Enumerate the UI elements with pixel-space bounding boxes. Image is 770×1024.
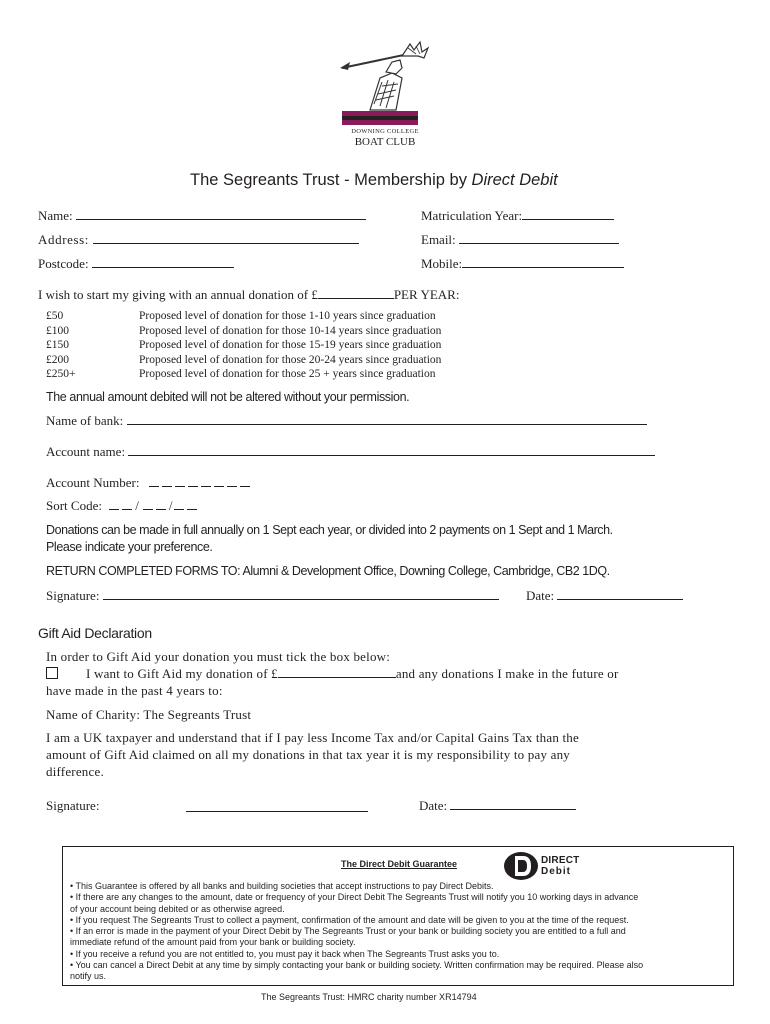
return-address: RETURN COMPLETED FORMS TO: Alumni & Development Office, Downing College, Cambridge, CB2 1DQ.	[46, 564, 610, 578]
sort-code-field[interactable]	[46, 498, 200, 514]
gift-aid-heading: Gift Aid Declaration	[38, 625, 152, 641]
address-input-line[interactable]	[93, 232, 359, 244]
schedule-line1: Donations can be made in full annually on 1 Sept each year, or divided into 2 payments on 1 Sept and 1 March.	[46, 523, 613, 537]
donation-notice: The annual amount debited will not be altered without your permission.	[46, 390, 410, 404]
donation-level-row	[46, 310, 516, 325]
direct-debit-guarantee-box	[62, 846, 734, 986]
account-digit-line[interactable]	[214, 476, 224, 487]
guarantee-title: The Direct Debit Guarantee	[341, 859, 458, 869]
guarantee-line: • If you receive a refund you are not entitled to, you must pay it back when The Segreants Trust asks you to.	[70, 948, 500, 959]
sort-digit-line[interactable]	[174, 499, 184, 510]
gift-aid-past-years: have made in the past 4 years to:	[46, 683, 223, 698]
gift-aid-date-field[interactable]	[419, 798, 576, 814]
bank-name-label: Name of bank:	[46, 413, 124, 428]
donation-level-row	[46, 339, 516, 354]
donation-level-amount: £50	[46, 310, 64, 322]
name-field[interactable]	[38, 208, 366, 224]
donation-level-desc: Proposed level of donation for those 10-14 years since graduation	[139, 324, 442, 337]
address-label: Address:	[38, 232, 90, 247]
direct-debit-logo-icon	[503, 851, 539, 881]
mobile-label: Mobile:	[421, 256, 463, 271]
account-digit-line[interactable]	[188, 476, 198, 487]
donation-level-desc: Proposed level of donation for those 15-19 years since graduation	[139, 339, 442, 352]
gift-aid-checkbox[interactable]	[46, 667, 58, 679]
account-digit-line[interactable]	[175, 476, 185, 487]
account-digit-line[interactable]	[240, 476, 250, 487]
date-input-line[interactable]	[557, 588, 683, 600]
taxpayer-line2: amount of Gift Aid claimed on all my donations in that tax year it is my responsibility to pay any	[46, 747, 570, 762]
signature-input-line[interactable]	[103, 588, 499, 600]
guarantee-line: • If there are any changes to the amount, date or frequency of your Direct Debit The Segreants Trust will notify you 10 working days in advance	[70, 892, 639, 903]
sort-code-separator: /	[135, 498, 139, 513]
guarantee-line: notify us.	[70, 971, 107, 982]
bank-name-input-line[interactable]	[127, 413, 647, 425]
donation-level-desc: Proposed level of donation for those 25 + years since graduation	[139, 368, 436, 381]
page-title-main: The Segreants Trust - Membership by	[190, 171, 472, 189]
name-label: Name:	[38, 208, 73, 223]
charity-name: Name of Charity: The Segreants Trust	[46, 707, 252, 722]
guarantee-line: • If an error is made in the payment of your Direct Debit by The Segreants Trust or your bank or building society you are entitled to a full and	[70, 926, 626, 937]
taxpayer-line1: I am a UK taxpayer and understand that if I pay less Income Tax and/or Capital Gains Tax than the	[46, 730, 579, 745]
page-title	[190, 171, 558, 190]
donation-intro-before: I wish to start my giving with an annual donation of £	[38, 287, 318, 302]
guarantee-line: • You can cancel a Direct Debit at any time by simply contacting your bank or building society. Written confirmation may be required. Please also	[70, 960, 644, 971]
guarantee-text	[70, 881, 730, 983]
email-input-line[interactable]	[459, 232, 619, 244]
gift-aid-date-label: Date:	[419, 798, 448, 813]
donation-amount-line[interactable]	[318, 287, 394, 299]
taxpayer-line3: difference.	[46, 764, 104, 779]
donation-levels	[46, 310, 516, 383]
account-digit-line[interactable]	[162, 476, 172, 487]
guarantee-line: • If you request The Segreants Trust to collect a payment, confirmation of the amount and date will be given to you at the time of the request.	[70, 914, 629, 925]
gift-aid-checkbox-text-before: I want to Gift Aid my donation of £	[86, 666, 278, 681]
account-digit-line[interactable]	[201, 476, 211, 487]
donation-level-amount: £250+	[46, 368, 76, 381]
gift-aid-checkbox-row	[46, 666, 619, 682]
boat-club-logo	[330, 38, 440, 150]
gift-aid-checkbox-text-after: and any donations I make in the future or	[395, 666, 619, 681]
gift-aid-date-line[interactable]	[450, 798, 576, 810]
date-label: Date:	[526, 588, 555, 603]
sort-digit-line[interactable]	[156, 499, 166, 510]
signature-field[interactable]	[46, 588, 499, 604]
guarantee-line: of your account being debited or as otherwise agreed.	[70, 903, 285, 914]
sort-code-label: Sort Code:	[46, 498, 102, 513]
gift-aid-amount-line[interactable]	[278, 666, 396, 678]
sort-digit-line[interactable]	[187, 499, 197, 510]
account-digit-line[interactable]	[227, 476, 237, 487]
guarantee-line: • This Guarantee is offered by all banks and building societies that accept instructions to pay Direct Debits.	[70, 881, 494, 891]
email-field[interactable]	[421, 232, 619, 248]
donation-level-amount: £200	[46, 353, 69, 366]
account-number-field[interactable]	[46, 475, 253, 491]
sort-digit-line[interactable]	[122, 499, 132, 510]
email-label: Email:	[421, 232, 456, 247]
matriculation-input-line[interactable]	[522, 208, 614, 220]
postcode-input-line[interactable]	[92, 256, 234, 268]
boat-club-crest-icon	[330, 38, 440, 130]
signature-label: Signature:	[46, 588, 100, 603]
account-name-field[interactable]	[46, 444, 655, 460]
donation-intro	[38, 287, 459, 303]
address-field[interactable]	[38, 232, 359, 248]
mobile-field[interactable]	[421, 256, 624, 272]
direct-debit-logo-bottom: Debit	[541, 866, 571, 877]
mobile-input-line[interactable]	[462, 256, 624, 268]
account-name-input-line[interactable]	[128, 444, 655, 456]
gift-aid-instruction: In order to Gift Aid your donation you must tick the box below:	[46, 649, 391, 664]
bank-name-field[interactable]	[46, 413, 647, 429]
account-number-label: Account Number:	[46, 475, 140, 490]
donation-level-row	[46, 354, 516, 369]
matriculation-field[interactable]	[421, 208, 614, 224]
direct-debit-logo	[503, 851, 603, 881]
sort-code-separator: /	[168, 498, 173, 513]
footer-charity-number: The Segreants Trust: HMRC charity number XR14794	[261, 992, 477, 1002]
guarantee-line: immediate refund of the amount paid from your bank or building society.	[70, 937, 356, 948]
donation-level-amount: £100	[46, 324, 69, 337]
postcode-label: Postcode:	[38, 256, 89, 271]
schedule-line2: Please indicate your preference.	[46, 540, 213, 554]
name-input-line[interactable]	[76, 208, 366, 220]
donation-level-row	[46, 325, 516, 340]
account-digit-line[interactable]	[149, 476, 159, 487]
logo-college-text: DOWNING COLLEGE	[351, 128, 419, 135]
sort-digit-line[interactable]	[109, 499, 119, 510]
matriculation-label: Matriculation Year:	[421, 208, 523, 223]
donation-level-row	[46, 368, 516, 383]
sort-digit-line[interactable]	[143, 499, 153, 510]
gift-aid-signature-line[interactable]	[186, 800, 368, 812]
page-title-emphasis: Direct Debit	[471, 171, 558, 189]
logo-boat-club-text: BOAT CLUB	[354, 136, 416, 148]
donation-level-desc: Proposed level of donation for those 20-24 years since graduation	[139, 353, 442, 366]
donation-intro-after: PER YEAR:	[393, 287, 460, 302]
postcode-field[interactable]	[38, 256, 234, 272]
donation-level-amount: £150	[46, 339, 69, 352]
donation-level-desc: Proposed level of donation for those 1-10 years since graduation	[139, 310, 436, 322]
date-field[interactable]	[526, 588, 683, 604]
account-name-label: Account name:	[46, 444, 126, 459]
direct-debit-logo-top: DIRECT	[541, 855, 580, 866]
gift-aid-signature-label: Signature:	[46, 798, 100, 813]
